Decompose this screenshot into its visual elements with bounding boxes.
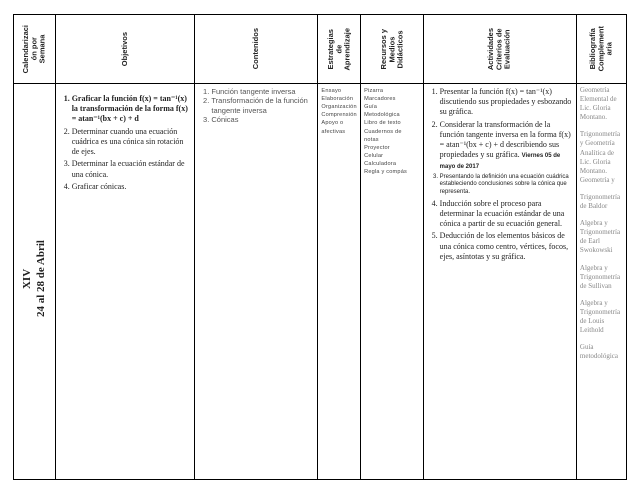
resource-item: Celular <box>364 152 384 159</box>
resource-item: Regla y compás <box>364 169 408 176</box>
resource-item: Marcadores <box>364 96 396 103</box>
header-calendar: Calendarizaci ón por Semana <box>14 15 56 84</box>
objectives-cell <box>55 84 195 480</box>
activity-item: 4. Inducción sobre el proceso para determinar la ecuación estándar de una cónica a partir de su ecuación general. <box>440 199 573 230</box>
bibliography-item: Trigonometría de Baldor <box>579 192 621 211</box>
activity-date: Viernes 05 de mayo de 2017 <box>439 153 561 171</box>
activity-item: 1. Presentar la función f(x) = tan⁻¹(x) discutiendo sus propiedades y esbozando su gráfica. <box>440 87 573 118</box>
resource-item: Cuadernos de <box>364 128 402 135</box>
resources-cell <box>361 84 424 480</box>
strategy-item: Ensayo <box>321 88 342 94</box>
content-item: 2. Transformación de la función tangente inversa <box>211 96 314 115</box>
activity-item: 3. Presentando la definición una ecuación cuádrica estableciendo conclusiones sobre la cónica que representa. <box>440 174 573 197</box>
strategy-item: Elaboración <box>321 96 354 103</box>
objective-item: 2. Determinar cuando una ecuación cuádrica es una cónica sin rotación de ejes. <box>72 127 191 158</box>
resource-item: Guía <box>364 104 378 111</box>
resource-item: Libro de texto <box>364 120 401 127</box>
activities-cell <box>423 84 576 480</box>
resource-item: Calculadora <box>364 160 397 167</box>
strategy-item: Organización <box>321 104 357 111</box>
content-item: 1. Función tangente inversa <box>211 87 314 96</box>
bibliography-item: Algebra y Trigonometría de Sullivan <box>579 263 621 290</box>
objective-item: 3. Determinar la ecuación estándar de una cónica. <box>72 159 191 179</box>
week-label <box>21 240 49 317</box>
header-strategies: Estrategias de Aprendizaje <box>318 15 361 84</box>
contents-cell <box>195 84 318 480</box>
strategy-item: afectivas <box>321 128 346 135</box>
header-row <box>14 15 627 84</box>
objective-item: 4. Graficar cónicas. <box>72 182 191 192</box>
resource-item: Metodológica <box>364 112 400 119</box>
header-bibliography: Bibliografía Complement aria <box>576 15 626 84</box>
resource-item: notas <box>364 136 379 143</box>
header-resources: Recursos y Medios Didácticos <box>361 15 424 84</box>
bibliography-item: Geometría Elemental de Lic. Gloria Montano. <box>579 86 617 122</box>
strategy-item: Comprensión <box>321 112 357 119</box>
strategies-cell <box>318 84 361 480</box>
bibliography-item: Guía metodológica <box>579 343 619 361</box>
content-item: 3. Cónicas <box>211 115 314 124</box>
resource-item: Pizarra <box>364 88 384 94</box>
week-number: XIV <box>20 268 33 290</box>
calendar-cell <box>14 84 56 480</box>
objective-item: 1. Graficar la función f(x) = tan⁻¹(x) la transformación de la forma f(x) = atan⁻¹(bx + c) + d <box>72 94 191 125</box>
activity-item: 2. Considerar la transformación de la función tangente inversa en la forma f(x) = atan⁻¹(bx + c) + d describiendo sus propiedades y su gráfica. Viernes 05 de mayo de 2017 <box>440 120 573 172</box>
bibliography-item: Algebra y Trigonometría de Louis Leithold <box>579 298 621 335</box>
week-row <box>14 84 627 480</box>
header-objectives: Objetivos <box>55 15 195 84</box>
header-activities: Actividades Criterios de Evaluación <box>423 15 576 84</box>
resource-item: Proyector <box>364 144 390 151</box>
bibliography-item: Algebra y Trigonometría de Earl Swokowski <box>579 219 621 255</box>
bibliography-item: Trigonometría y Geometría Analítica de Lic. Gloria Montano. Geometría y <box>579 130 621 184</box>
lesson-plan-table <box>13 14 627 480</box>
week-dates: 24 al 28 de Abril <box>34 240 47 318</box>
strategy-item: Apoyo o <box>321 120 344 127</box>
bibliography-cell <box>576 84 626 480</box>
activity-item: 5. Deducción de los elementos básicos de una cónica como centro, vértices, focos, ejes, asíntotas y su gráfica. <box>440 231 573 262</box>
header-contents: Contenidos <box>195 15 318 84</box>
